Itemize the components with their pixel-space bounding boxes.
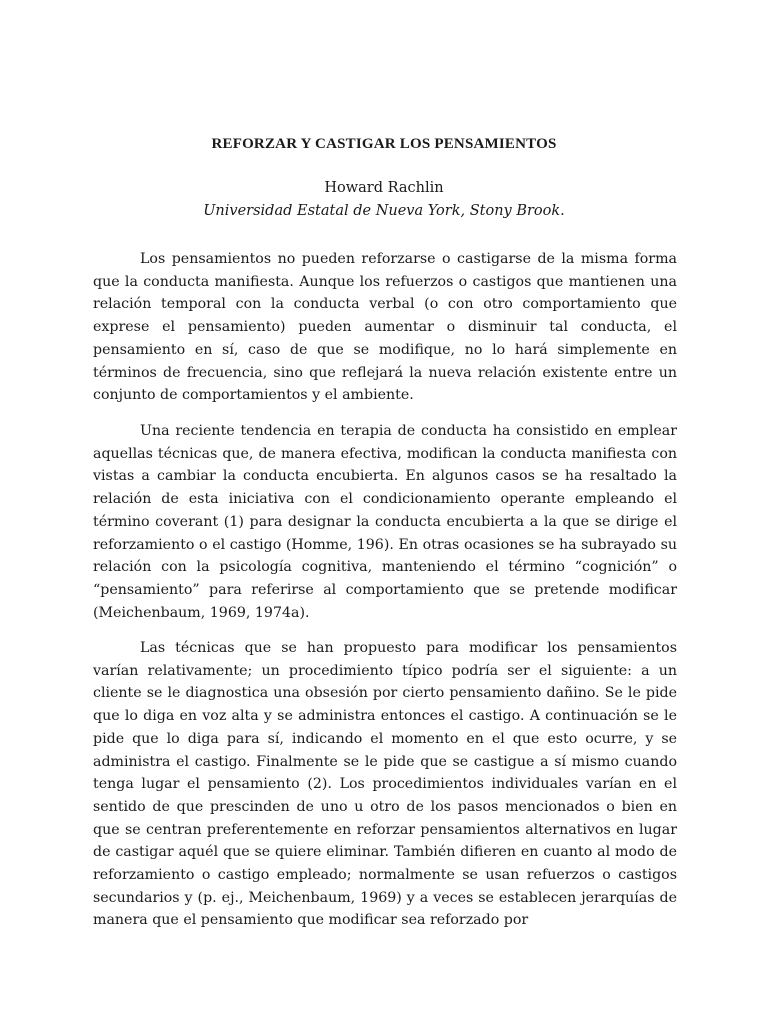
body-paragraph-3: Las técnicas que se han propuesto para modificar los pensamientos varían relativamente; un procedimiento típico podría ser el siguiente: a un cliente se le diagnostica una obsesión por cierto pensamiento dañino. Se le pide que lo diga en voz alta y se administra entonces el castigo. A continuación se le pide que lo diga para sí, indicando el momento en el que esto ocurre, y se administra el castigo. Finalmente se le pide que se castigue a sí mismo cuando tenga lugar el pensamiento (2). Los procedimientos individuales varían en el sentido de que prescinden de uno u otro de los pasos mencionados o bien en que se centran preferentemente en reforzar pensamientos alternativos en lugar de castigar aquél que se quiere eliminar. También difieren en cuanto al modo de reforzamiento o castigo empleado; normalmente se usan refuerzos o castigos secundarios y (p. ej., Meichenbaum, 1969) y a veces se establecen jerarquías de manera que el pensamiento que modificar sea reforzado por	[93, 640, 677, 929]
author-name: Howard Rachlin	[324, 180, 444, 196]
document-title: REFORZAR Y CASTIGAR LOS PENSAMIENTOS	[211, 136, 557, 152]
author-affiliation: Universidad Estatal de Nueva York, Stony Brook.	[203, 203, 565, 219]
body-paragraph-1: Los pensamientos no pueden reforzarse o castigarse de la misma forma que la conducta manifiesta. Aunque los refuerzos o castigos que mantienen una relación temporal con la conducta verbal (o con otro comportamiento que exprese el pensamiento) pueden aumentar o disminuir tal conducta, el pensamiento en sí, caso de que se modifique, no lo hará simplemente en términos de frecuencia, sino que reflejará la nueva relación existente entre un conjunto de comportamientos y el ambiente.	[93, 251, 677, 404]
body-paragraph-2: Una reciente tendencia en terapia de conducta ha consistido en emplear aquellas técnicas que, de manera efectiva, modifican la conducta manifiesta con vistas a cambiar la conducta encubierta. En algunos casos se ha resaltado la relación de esta iniciativa con el condicionamiento operante empleando el término coverant (1) para designar la conducta encubierta a la que se dirige el reforzamiento o el castigo (Homme, 196). En otras ocasiones se ha subrayado su relación con la psicología cognitiva, manteniendo el término “cognición” o “pensamiento” para referirse al comportamiento que se pretende modificar (Meichenbaum, 1969, 1974a).	[93, 423, 677, 621]
